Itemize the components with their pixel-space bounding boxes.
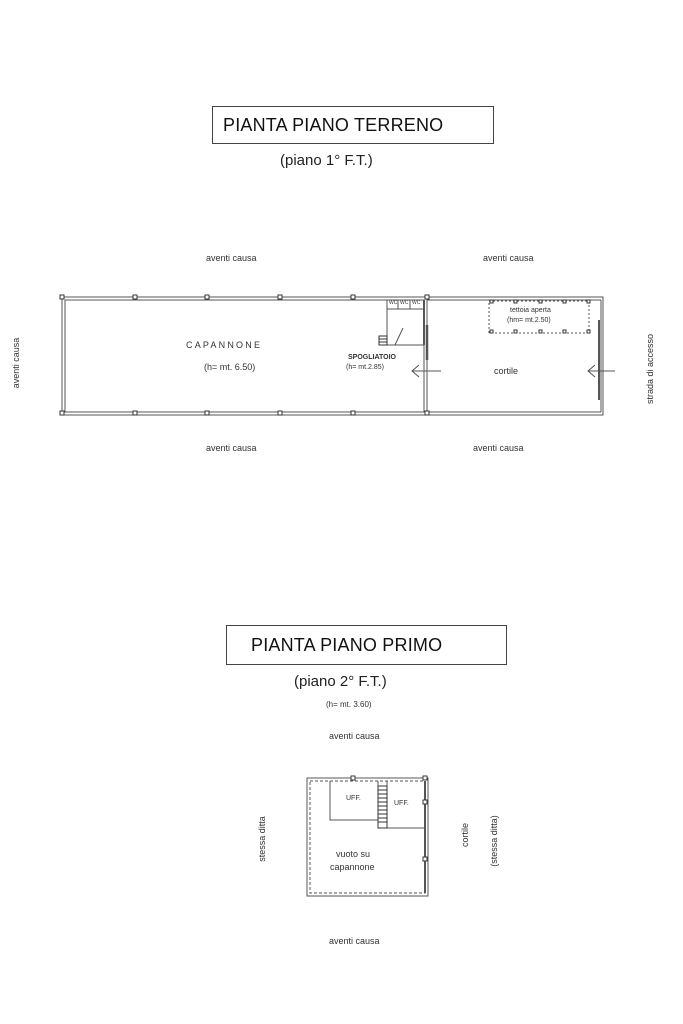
first-floor-subtitle: (piano 2° F.T.) (294, 673, 387, 690)
spogliatoio-label: SPOGLIATOIO (348, 354, 396, 361)
ff-label-left: stessa ditta (257, 816, 267, 862)
gf-label-bottom-left: aventi causa (206, 443, 257, 453)
spogliatoio-height: (h= mt.2.85) (346, 364, 384, 371)
wc-label-2: WC (400, 300, 409, 306)
uff-1-label: UFF. (346, 795, 361, 802)
ground-floor-subtitle: (piano 1° F.T.) (280, 152, 373, 169)
vuoto-label-1: vuoto su (336, 849, 371, 859)
vuoto-outline (310, 781, 425, 893)
first-floor-height: (h= mt. 3.60) (326, 700, 372, 709)
ff-label-bottom: aventi causa (329, 936, 380, 946)
wc-label-1: WC (389, 300, 398, 306)
gf-label-top-left: aventi causa (206, 253, 257, 263)
gf-label-right: strada di accesso (645, 333, 655, 405)
uff-2-label: UFF. (394, 800, 409, 807)
capannone-height: (h= mt. 6.50) (204, 362, 256, 372)
gf-label-left: aventi causa (11, 337, 21, 389)
gf-label-bottom-right: aventi causa (473, 443, 524, 453)
ground-floor-title: PIANTA PIANO TERRENO (223, 114, 444, 135)
tettoia-height: (hm= mt.2.50) (507, 317, 551, 324)
vuoto-label-2: capannone (330, 862, 375, 872)
cortile-label: cortile (494, 366, 519, 376)
first-floor-stair (378, 786, 387, 828)
tettoia-label: tettoia aperta (510, 307, 551, 314)
ff-label-right-2: (stessa ditta) (489, 815, 499, 867)
gf-label-top-right: aventi causa (483, 253, 534, 263)
first-floor-outline (307, 778, 428, 896)
ff-label-right-1: cortile (460, 823, 470, 848)
wc-label-3: WC (412, 300, 421, 306)
first-floor-title: PIANTA PIANO PRIMO (251, 634, 443, 655)
ff-label-top: aventi causa (329, 731, 380, 741)
capannone-label: CAPANNONE (186, 340, 263, 350)
